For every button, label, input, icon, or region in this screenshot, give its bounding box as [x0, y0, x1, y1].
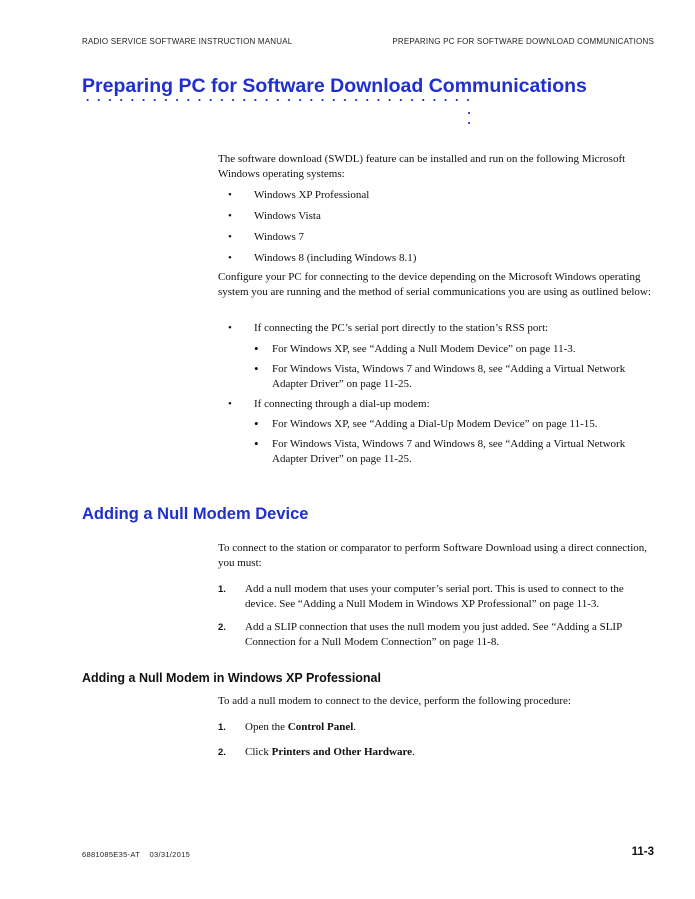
bullet-icon: • — [228, 231, 232, 243]
bullet-icon: • — [228, 189, 232, 201]
running-header-left: RADIO SERVICE SOFTWARE INSTRUCTION MANUAL — [82, 37, 293, 46]
doc-id: 6881085E35-AT — [82, 850, 140, 859]
page-number: 11-3 — [631, 846, 654, 858]
bullet-icon: • — [254, 416, 259, 431]
bullet-icon: • — [228, 322, 232, 334]
dotted-rule-vertical — [467, 108, 471, 132]
dotted-rule — [82, 98, 474, 102]
configure-paragraph: Configure your PC for connecting to the device depending on the Microsoft Windows operating system you are running and the method of serial communications you are using as outlined below: — [218, 271, 651, 298]
subsection-title: Adding a Null Modem Device — [82, 505, 309, 523]
procedure-intro: To add a null modem to connect to the device, perform the following procedure: — [218, 695, 571, 707]
procedure-title: Adding a Null Modem in Windows XP Professional — [82, 671, 381, 685]
intro-paragraph: The software download (SWDL) feature can be installed and run on the following Microsoft Windows operating systems: — [218, 153, 626, 180]
doc-date: 03/31/2015 — [149, 850, 191, 859]
connect-paragraph: To connect to the station or comparator to perform Software Download using a direct connection, you must: — [218, 542, 648, 569]
bullet-icon: • — [228, 398, 232, 410]
bullet-icon: • — [228, 252, 232, 264]
bullet-icon: • — [228, 210, 232, 222]
bullet-icon: • — [254, 341, 259, 356]
section-title: Preparing PC for Software Download Communications — [82, 75, 587, 97]
bullet-icon: • — [254, 361, 259, 376]
footer-doc-info — [82, 850, 190, 859]
running-header-right: PREPARING PC FOR SOFTWARE DOWNLOAD COMMUNICATIONS — [392, 37, 654, 46]
bullet-icon: • — [254, 436, 259, 451]
